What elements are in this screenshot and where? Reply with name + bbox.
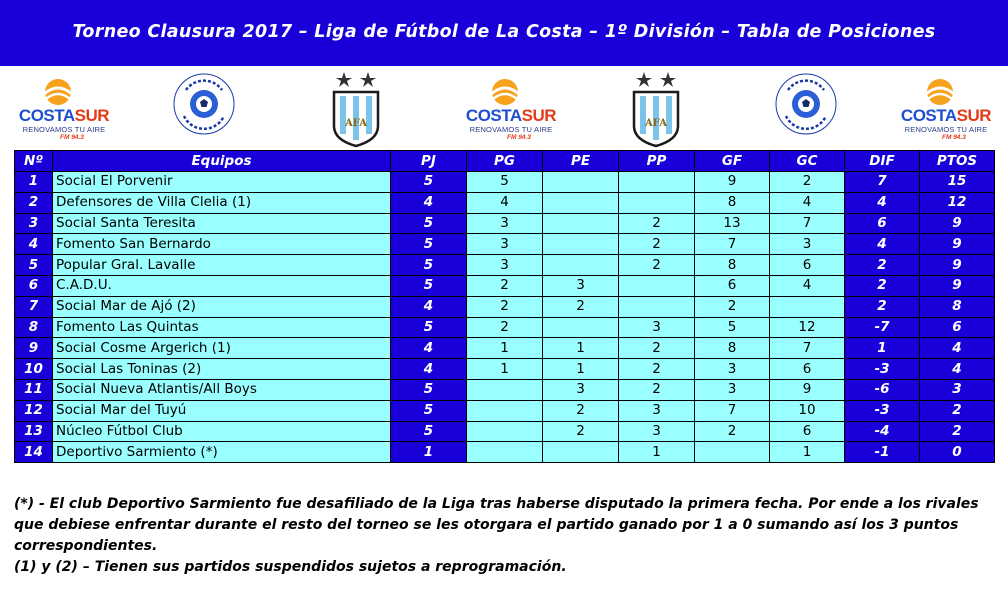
- cell-no: 11: [15, 379, 53, 400]
- cell-gc: 6: [770, 359, 845, 380]
- brand-tagline: RENOVAMOS TU AIRE: [22, 125, 106, 134]
- cell-gc: 7: [770, 213, 845, 234]
- cell-pp: [619, 296, 695, 317]
- cell-no: 6: [15, 275, 53, 296]
- cell-team: Fomento Las Quintas: [53, 317, 391, 338]
- svg-text:AFA: AFA: [344, 118, 368, 129]
- cell-pp: 2: [619, 213, 695, 234]
- cell-pe: [543, 213, 619, 234]
- cell-dif: 4: [845, 192, 920, 213]
- standings-table: [14, 150, 995, 463]
- cell-pg: 2: [467, 317, 543, 338]
- cell-dif: 2: [845, 275, 920, 296]
- cell-team: Social Las Toninas (2): [53, 359, 391, 380]
- cell-pg: 1: [467, 338, 543, 359]
- brand-frequency: FM 94.3: [507, 134, 531, 141]
- cell-no: 4: [15, 234, 53, 255]
- cell-gf: 3: [695, 379, 770, 400]
- cell-team: Deportivo Sarmiento (*): [53, 442, 391, 463]
- table-header-row: [15, 151, 995, 172]
- cell-ptos: 6: [920, 317, 995, 338]
- cell-team: Popular Gral. Lavalle: [53, 255, 391, 276]
- costasur-logo: [896, 66, 996, 150]
- afa-crest-logo: [626, 66, 686, 150]
- cell-gc: 7: [770, 338, 845, 359]
- cell-gf: 7: [695, 234, 770, 255]
- cell-pj: 5: [391, 172, 467, 193]
- cell-pp: 2: [619, 338, 695, 359]
- cell-gc: 3: [770, 234, 845, 255]
- soccer-ball-icon: [172, 70, 236, 142]
- cell-gc: 12: [770, 317, 845, 338]
- page-title: Torneo Clausura 2017 – Liga de Fútbol de La Costa – 1º División – Tabla de Posiciones: [72, 22, 936, 42]
- cell-no: 9: [15, 338, 53, 359]
- svg-text:AFA: AFA: [644, 118, 668, 129]
- cell-dif: 2: [845, 296, 920, 317]
- cell-dif: -7: [845, 317, 920, 338]
- cell-gf: 13: [695, 213, 770, 234]
- cell-dif: 6: [845, 213, 920, 234]
- cell-pg: [467, 379, 543, 400]
- cell-no: 3: [15, 213, 53, 234]
- table-row: [15, 213, 995, 234]
- table-row: [15, 400, 995, 421]
- cell-ptos: 4: [920, 359, 995, 380]
- cell-team: Social Nueva Atlantis/All Boys: [53, 379, 391, 400]
- table-row: [15, 317, 995, 338]
- cell-gf: 2: [695, 421, 770, 442]
- cell-ptos: 0: [920, 442, 995, 463]
- footnote-line: (1) y (2) – Tienen sus partidos suspendidos sujetos a reprogramación.: [14, 559, 567, 575]
- cell-pg: 2: [467, 275, 543, 296]
- cell-pj: 5: [391, 275, 467, 296]
- cell-pp: 2: [619, 379, 695, 400]
- afa-shield-icon: [626, 68, 686, 148]
- cell-pj: 4: [391, 338, 467, 359]
- cell-pj: 4: [391, 359, 467, 380]
- header-teams: Equipos: [53, 151, 391, 172]
- cell-ptos: 2: [920, 400, 995, 421]
- cell-pe: 1: [543, 338, 619, 359]
- cell-pg: 3: [467, 213, 543, 234]
- cell-team: Social Santa Teresita: [53, 213, 391, 234]
- costasur-logo: [14, 66, 114, 150]
- soccer-ball-icon: [774, 70, 838, 142]
- cell-pp: 3: [619, 317, 695, 338]
- cell-pe: [543, 317, 619, 338]
- cell-pp: 2: [619, 359, 695, 380]
- cell-pj: 5: [391, 255, 467, 276]
- cell-no: 1: [15, 172, 53, 193]
- cell-pe: 2: [543, 400, 619, 421]
- cell-team: Defensores de Villa Clelia (1): [53, 192, 391, 213]
- cell-gf: 7: [695, 400, 770, 421]
- cell-no: 10: [15, 359, 53, 380]
- cell-pe: [543, 234, 619, 255]
- cell-no: 13: [15, 421, 53, 442]
- cell-team: Núcleo Fútbol Club: [53, 421, 391, 442]
- cell-pe: [543, 192, 619, 213]
- cell-pg: 3: [467, 234, 543, 255]
- cell-pg: [467, 421, 543, 442]
- cell-no: 7: [15, 296, 53, 317]
- cell-pp: 2: [619, 255, 695, 276]
- table-row: [15, 234, 995, 255]
- liga-badge-logo: [766, 66, 846, 150]
- cell-gf: 3: [695, 359, 770, 380]
- table-row: [15, 359, 995, 380]
- cell-ptos: 15: [920, 172, 995, 193]
- cell-ptos: 4: [920, 338, 995, 359]
- cell-team: Fomento San Bernardo: [53, 234, 391, 255]
- table-row: [15, 192, 995, 213]
- table-row: [15, 172, 995, 193]
- header-pj: PJ: [391, 151, 467, 172]
- cell-dif: -1: [845, 442, 920, 463]
- cell-gf: 5: [695, 317, 770, 338]
- cell-gf: 9: [695, 172, 770, 193]
- cell-ptos: 12: [920, 192, 995, 213]
- header-pe: PE: [543, 151, 619, 172]
- cell-dif: 4: [845, 234, 920, 255]
- table-row: [15, 296, 995, 317]
- cell-team: Social Mar del Tuyú: [53, 400, 391, 421]
- cell-pp: [619, 172, 695, 193]
- cell-no: 2: [15, 192, 53, 213]
- brand-frequency: FM 94.3: [942, 134, 966, 141]
- cell-gf: 2: [695, 296, 770, 317]
- cell-pj: 5: [391, 213, 467, 234]
- footnote-line: (*) - El club Deportivo Sarmiento fue desafiliado de la Liga tras haberse disputado la primera fecha. Por ende a los rivales: [14, 496, 979, 512]
- cell-pj: 5: [391, 400, 467, 421]
- cell-pe: 3: [543, 275, 619, 296]
- cell-pj: 5: [391, 379, 467, 400]
- cell-no: 14: [15, 442, 53, 463]
- cell-gc: 9: [770, 379, 845, 400]
- header-pg: PG: [467, 151, 543, 172]
- header-no: Nº: [15, 151, 53, 172]
- cell-pj: 4: [391, 192, 467, 213]
- logo-strip: [14, 66, 994, 150]
- brand-name: COSTASUR: [18, 106, 110, 125]
- cell-ptos: 9: [920, 275, 995, 296]
- cell-no: 5: [15, 255, 53, 276]
- cell-pp: [619, 275, 695, 296]
- cell-pg: [467, 400, 543, 421]
- cell-gf: 6: [695, 275, 770, 296]
- cell-gc: 6: [770, 421, 845, 442]
- footnote-line: que debiese enfrentar durante el resto del torneo se les otorgara el partido ganado por 1 a 0 sumando así los 3 puntos: [14, 517, 959, 533]
- cell-pj: 5: [391, 421, 467, 442]
- brand-tagline: RENOVAMOS TU AIRE: [904, 125, 988, 134]
- cell-team: C.A.D.U.: [53, 275, 391, 296]
- afa-shield-icon: [326, 68, 386, 148]
- footnotes: [14, 494, 994, 578]
- cell-pe: 2: [543, 421, 619, 442]
- cell-gc: 10: [770, 400, 845, 421]
- cell-pp: 3: [619, 421, 695, 442]
- cell-gc: 4: [770, 275, 845, 296]
- table-row: [15, 275, 995, 296]
- cell-pp: [619, 192, 695, 213]
- cell-pp: 1: [619, 442, 695, 463]
- brand-name: COSTASUR: [900, 106, 992, 125]
- cell-dif: -4: [845, 421, 920, 442]
- table-row: [15, 255, 995, 276]
- table-row: [15, 421, 995, 442]
- cell-pj: 1: [391, 442, 467, 463]
- cell-pg: 2: [467, 296, 543, 317]
- cell-pe: [543, 442, 619, 463]
- cell-dif: 2: [845, 255, 920, 276]
- cell-pg: 4: [467, 192, 543, 213]
- cell-dif: 7: [845, 172, 920, 193]
- cell-gf: 8: [695, 338, 770, 359]
- cell-gf: 8: [695, 255, 770, 276]
- cell-no: 12: [15, 400, 53, 421]
- table-row: [15, 338, 995, 359]
- cell-pg: 5: [467, 172, 543, 193]
- header-gf: GF: [695, 151, 770, 172]
- cell-pj: 4: [391, 296, 467, 317]
- cell-dif: 1: [845, 338, 920, 359]
- cell-gc: 6: [770, 255, 845, 276]
- brand-name: COSTASUR: [465, 106, 557, 125]
- cell-pp: 3: [619, 400, 695, 421]
- header-gc: GC: [770, 151, 845, 172]
- cell-pg: 3: [467, 255, 543, 276]
- cell-ptos: 2: [920, 421, 995, 442]
- cell-dif: -3: [845, 400, 920, 421]
- cell-ptos: 9: [920, 213, 995, 234]
- cell-pe: [543, 172, 619, 193]
- table-row: [15, 442, 995, 463]
- cell-gf: 8: [695, 192, 770, 213]
- cell-dif: -6: [845, 379, 920, 400]
- cell-pj: 5: [391, 234, 467, 255]
- cell-ptos: 9: [920, 234, 995, 255]
- header-ptos: PTOS: [920, 151, 995, 172]
- cell-dif: -3: [845, 359, 920, 380]
- header-dif: DIF: [845, 151, 920, 172]
- cell-pg: [467, 442, 543, 463]
- costasur-logo: [461, 66, 561, 150]
- cell-pp: 2: [619, 234, 695, 255]
- cell-gc: 2: [770, 172, 845, 193]
- cell-ptos: 3: [920, 379, 995, 400]
- cell-pj: 5: [391, 317, 467, 338]
- cell-team: Social Cosme Argerich (1): [53, 338, 391, 359]
- cell-gc: 4: [770, 192, 845, 213]
- cell-gf: [695, 442, 770, 463]
- title-bar: [0, 0, 1008, 66]
- afa-crest-logo: [326, 66, 386, 150]
- brand-frequency: FM 94.3: [60, 134, 84, 141]
- liga-badge-logo: [164, 66, 244, 150]
- footnote-line: correspondientes.: [14, 538, 158, 554]
- cell-ptos: 9: [920, 255, 995, 276]
- cell-gc: 1: [770, 442, 845, 463]
- cell-pe: [543, 255, 619, 276]
- cell-pe: 2: [543, 296, 619, 317]
- cell-team: Social El Porvenir: [53, 172, 391, 193]
- header-pp: PP: [619, 151, 695, 172]
- cell-team: Social Mar de Ajó (2): [53, 296, 391, 317]
- cell-no: 8: [15, 317, 53, 338]
- table-body: [15, 172, 995, 463]
- cell-gc: [770, 296, 845, 317]
- cell-ptos: 8: [920, 296, 995, 317]
- cell-pe: 3: [543, 379, 619, 400]
- table-row: [15, 379, 995, 400]
- cell-pe: 1: [543, 359, 619, 380]
- cell-pg: 1: [467, 359, 543, 380]
- brand-tagline: RENOVAMOS TU AIRE: [469, 125, 553, 134]
